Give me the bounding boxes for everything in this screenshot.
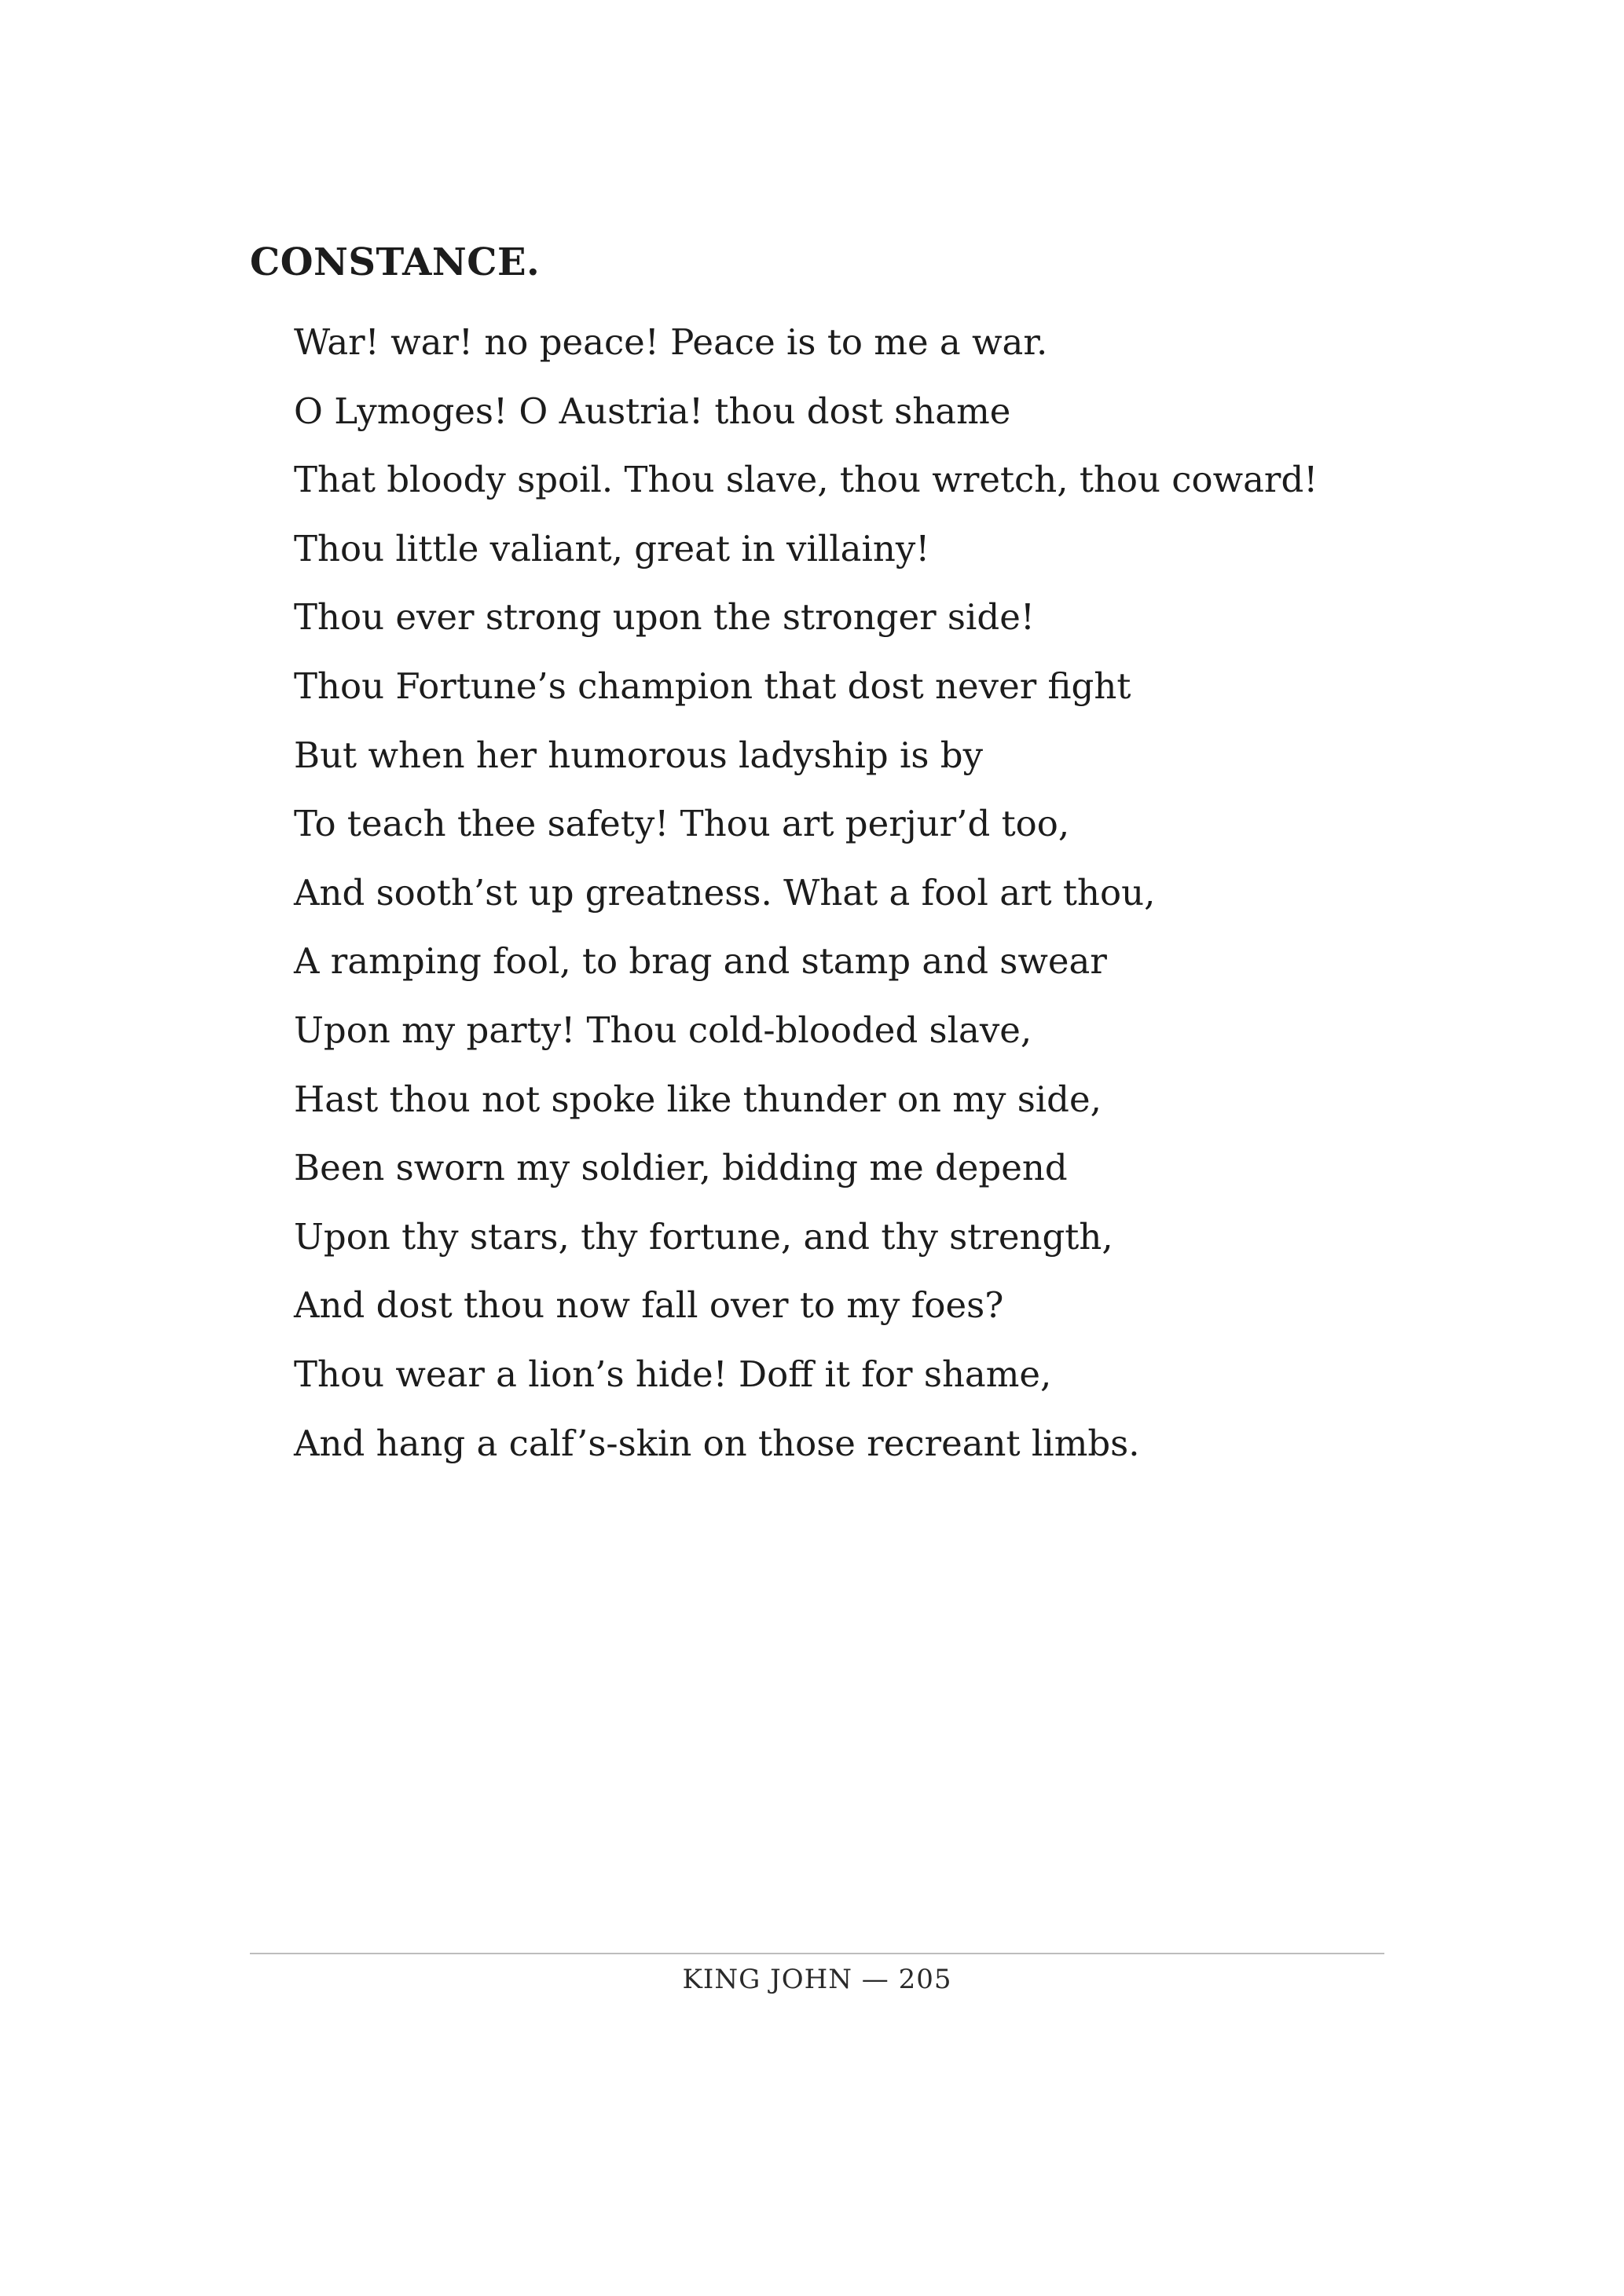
verse-line: Upon my party! Thou cold-blooded slave, [294, 1009, 1032, 1051]
verse-line: O Lymoges! O Austria! thou dost shame [294, 390, 1011, 432]
verse-line: Thou ever strong upon the stronger side! [294, 596, 1035, 639]
verse-line: Upon thy stars, thy fortune, and thy strength, [294, 1215, 1113, 1258]
speaker-name: CONSTANCE. [250, 240, 541, 284]
verse-line: Thou little valiant, great in villainy! [294, 527, 930, 569]
verse-line: And sooth’st up greatness. What a fool art thou, [294, 871, 1156, 914]
verse-line: But when her humorous ladyship is by [294, 734, 984, 776]
footer-divider [250, 1953, 1384, 1954]
verse-line: That bloody spoil. Thou slave, thou wretch, thou coward! [294, 459, 1318, 501]
verse-line: And hang a calf’s-skin on those recreant limbs. [294, 1422, 1140, 1464]
verse-line: Thou Fortune’s champion that dost never fight [294, 665, 1131, 707]
verse-block [294, 308, 1318, 1478]
verse-line: War! war! no peace! Peace is to me a war. [294, 321, 1048, 363]
verse-line: To teach thee safety! Thou art perjur’d too, [294, 803, 1070, 845]
verse-line: Been sworn my soldier, bidding me depend [294, 1147, 1068, 1189]
verse-line: And dost thou now fall over to my foes? [294, 1284, 1004, 1327]
verse-line: Hast thou not spoke like thunder on my side, [294, 1078, 1102, 1120]
verse-line: Thou wear a lion’s hide! Doff it for shame, [294, 1353, 1052, 1395]
verse-line: A ramping fool, to brag and stamp and swear [294, 940, 1107, 983]
running-footer: KING JOHN — 205 [682, 1964, 952, 1995]
